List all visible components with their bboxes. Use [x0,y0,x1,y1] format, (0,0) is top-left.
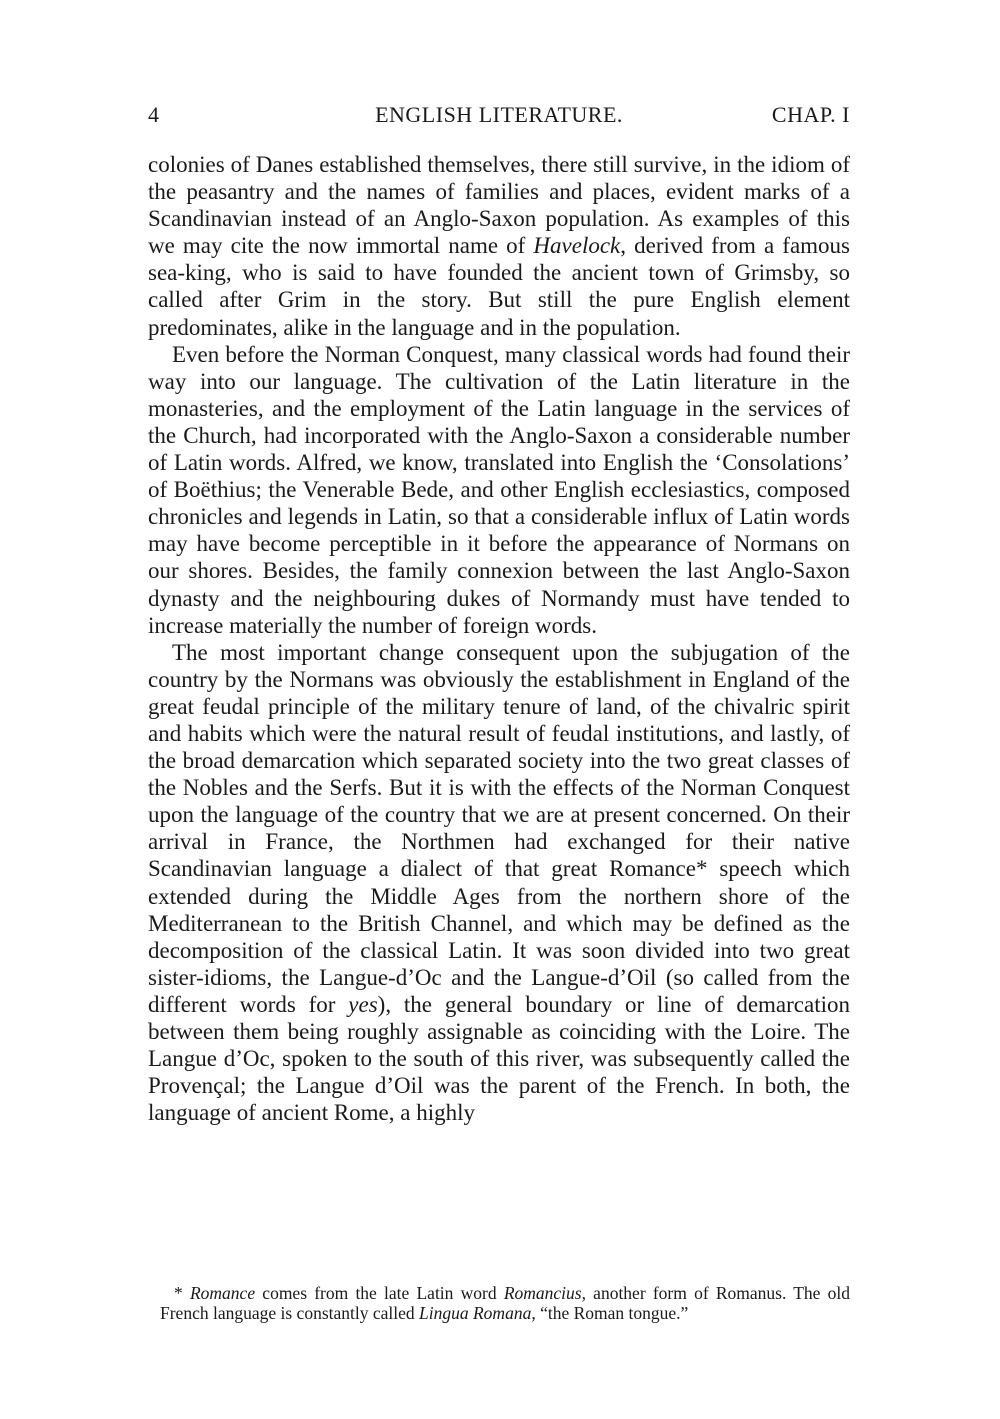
running-header [148,102,850,136]
page-number: 4 [148,102,160,127]
footnote-text-c: comes from the late Latin word [255,1283,504,1303]
paragraph-1-text-c: , derived from a famous sea-king, who is said to have founded the ancient town of Grimsby, so called after Grim in the story. But still the pure English element predominates, alike in the language and in the population. [148,233,851,340]
footnote-text-e: , another form of Romanus. The old French language is constantly called [160,1283,851,1323]
body-text [148,151,850,1126]
paragraph-3-text-a: The most important change consequent upon the subjugation of the country by the Normans was obviously the establishment in England of the great feudal principle of the military tenure of land, of the chivalric spirit and habits which were the natural result of feudal institutions, and lastly, of the broad demarcation which separated society into the two great classes of the Nobles and the Serfs. But it is with the effects of the Norman Conquest upon the language of the country that we are at present concerned. On their arrival in France, the Northmen had exchanged for their native Scandinavian language a dialect of that great Romance* speech which extended during the Middle Ages from the northern shore of the Mediterranean to the British Channel, and which may be defined as the decomposition of the classical Latin. It was soon divided into two great sister-idioms, the Langue-d’Oc and the Langue-d’Oil (so called from the different words for [148,639,850,1017]
paragraph-2: Even before the Norman Conquest, many classical words had found their way into our language. The cultivation of the Latin literature in the monasteries, and the employment of the Latin language in the services of the Church, had incorporated with the Anglo-Saxon a considerable number of Latin words. Alfred, we know, translated into English the ‘Consolations’ of Boëthius; the Venerable Bede, and other English ecclesiastics, composed chronicles and legends in Latin, so that a considerable influx of Latin words may have become perceptible in it before the appearance of Normans on our shores. Besides, the family connexion between the last Anglo-Saxon dynasty and the neighbouring dukes of Normandy must have tended to increase materially the number of foreign words. [148,341,850,638]
footnote-marker: * [174,1283,190,1303]
chapter-label: CHAP. I [771,102,850,127]
paragraph-3-text-c: ), the general boundary or line of demarcation between them being roughly assignable as coinciding with the Loire. The Langue d’Oc, spoken to the south of this river, was subsequently called the Provençal; the Langue d’Oil was the parent of the French. In both, the language of ancient Rome, a highly [148,991,850,1126]
footnote-latin-word: Romancius [503,1283,582,1303]
paragraph-1-text-a: colonies of Danes established themselves, there still survive, in the idiom of the peasantry and the names of families and places, evident marks of a Scandinavian instead of an Anglo-Saxon population. As examples of this we may cite the now immortal name of [148,152,850,259]
footnote [160,1283,850,1323]
running-title: ENGLISH LITERATURE. [375,102,623,127]
footnote-term: Romance [189,1283,256,1303]
paragraph-1 [148,151,850,341]
paragraph-3-italic: yes [348,991,378,1017]
paragraph-1-italic: Havelock [533,233,621,259]
footnote-text-g: , “the Roman tongue.” [531,1303,689,1323]
footnote-lingua-romana: Lingua Romana [419,1303,532,1323]
paragraph-3 [148,639,850,1127]
